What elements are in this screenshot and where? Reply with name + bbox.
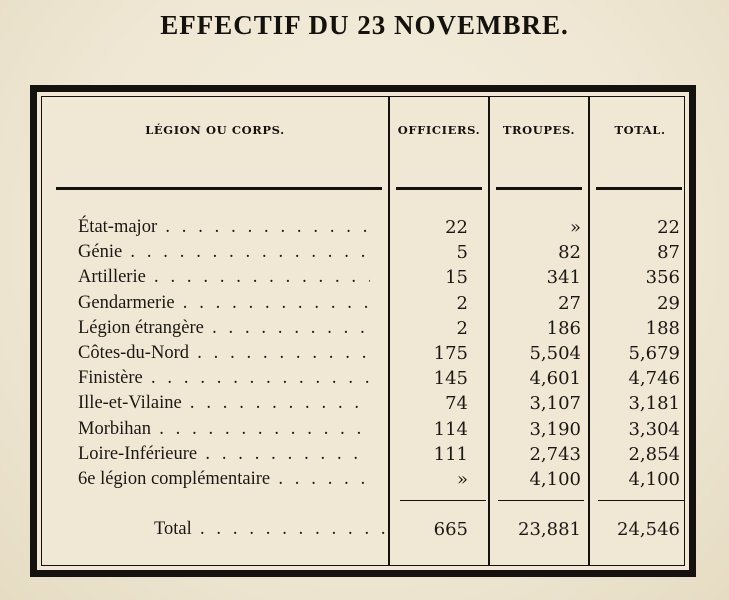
header-troupes: TROUPES.: [502, 123, 576, 137]
header-rule: [596, 187, 682, 190]
header-corps: LÉGION OU CORPS.: [145, 123, 285, 137]
cell-troupes: 5,504: [529, 343, 581, 364]
cell-troupes: 186: [546, 317, 581, 339]
header-rule: [496, 187, 582, 190]
cell-total: 4,100: [628, 469, 680, 490]
cell-troupes: 341: [546, 267, 581, 289]
total-row: [42, 517, 684, 542]
row-label: Côtes-du-Nord . . .: [78, 341, 370, 366]
cell-officiers: 175: [433, 343, 468, 364]
cell-total: 4,746: [628, 368, 680, 390]
row-label: Génie . . .: [78, 240, 370, 265]
header-total: TOTAL.: [614, 123, 666, 137]
row-label: Artillerie . . .: [78, 265, 370, 290]
table-row: [42, 240, 684, 265]
cell-officiers: 22: [445, 217, 468, 238]
table-frame: [30, 85, 696, 577]
table-row: [42, 215, 684, 240]
table: [41, 96, 685, 566]
cell-total: 29: [657, 292, 680, 314]
row-label: 6e légion complémentaire . . .: [78, 467, 370, 492]
cell-total: 5,679: [628, 343, 680, 364]
cell-total: 22: [657, 217, 680, 238]
cell-officiers: 145: [433, 368, 468, 390]
row-label: Légion étrangère . . .: [78, 316, 370, 341]
total-troupes: 23,881: [518, 519, 581, 540]
total-label: Total . . .: [154, 517, 386, 542]
table-row: [42, 417, 684, 442]
cell-troupes: 4,601: [529, 368, 581, 390]
cell-troupes: 27: [558, 292, 581, 314]
cell-total: 87: [657, 242, 680, 264]
total-rule: [400, 500, 486, 501]
cell-troupes: 82: [558, 242, 581, 264]
cell-total: 356: [645, 267, 680, 289]
row-label: Ille-et-Vilaine . . .: [78, 391, 370, 416]
row-label: État-major . . .: [78, 215, 370, 240]
table-row: [42, 442, 684, 467]
total-rule: [598, 500, 684, 501]
row-label: Gendarmerie . . .: [78, 291, 370, 316]
cell-troupes: »: [569, 217, 581, 238]
table-row: [42, 341, 684, 366]
cell-officiers: 74: [445, 393, 468, 415]
header-rule: [56, 187, 382, 190]
page-title: EFFECTIF DU 23 NOVEMBRE.: [160, 10, 569, 40]
table-row: [42, 291, 684, 316]
row-label: Finistère . . .: [78, 366, 370, 391]
cell-total: 3,181: [628, 393, 680, 415]
cell-officiers: 15: [445, 267, 468, 289]
cell-troupes: 3,107: [529, 393, 581, 415]
table-row: [42, 316, 684, 341]
table-row: [42, 366, 684, 391]
header-officiers: OFFICIERS.: [397, 123, 481, 137]
cell-officiers: 111: [433, 443, 468, 465]
cell-troupes: 4,100: [529, 469, 581, 490]
total-officiers: 665: [433, 519, 468, 540]
total-total: 24,546: [617, 519, 680, 540]
cell-troupes: 2,743: [529, 443, 581, 465]
table-row: [42, 467, 684, 492]
row-label: Loire-Inférieure . . .: [78, 442, 370, 467]
cell-officiers: 2: [456, 317, 468, 339]
cell-officiers: 2: [456, 292, 468, 314]
total-rule: [498, 500, 584, 501]
cell-total: 3,304: [628, 418, 680, 440]
cell-total: 2,854: [628, 443, 680, 465]
table-row: [42, 391, 684, 416]
header-rule: [396, 187, 482, 190]
cell-troupes: 3,190: [529, 418, 581, 440]
table-row: [42, 265, 684, 290]
cell-officiers: »: [456, 469, 468, 490]
row-label: Morbihan . . .: [78, 417, 370, 442]
cell-total: 188: [645, 317, 680, 339]
cell-officiers: 5: [456, 242, 468, 264]
cell-officiers: 114: [433, 418, 468, 440]
